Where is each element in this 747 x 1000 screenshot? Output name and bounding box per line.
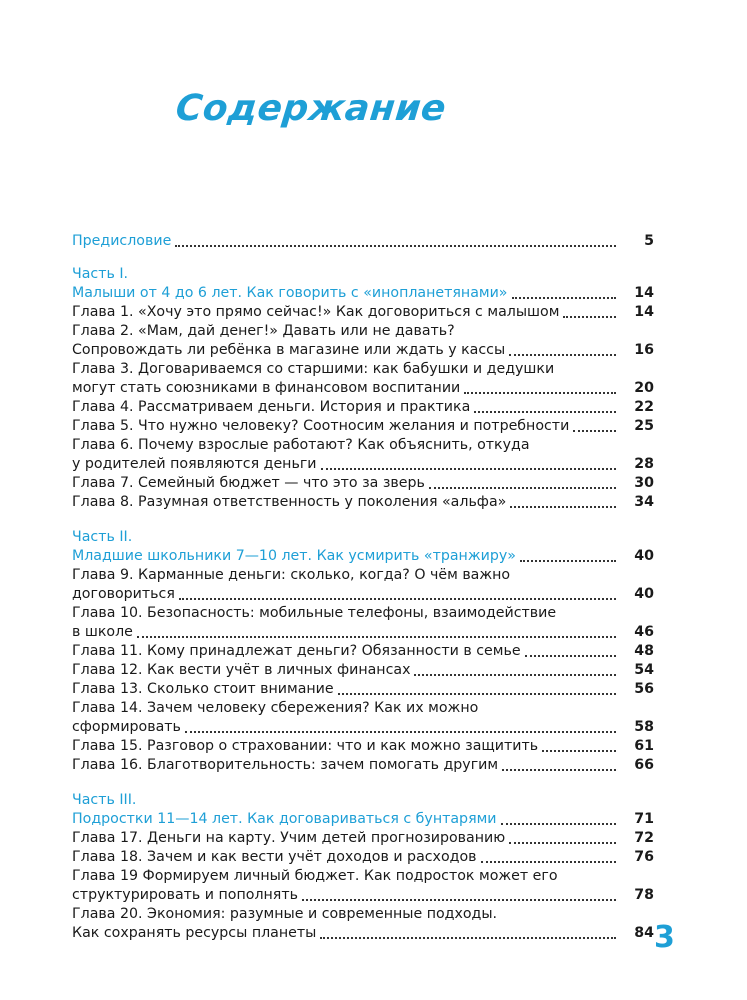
- leader-dots: [137, 636, 616, 638]
- page-title: Содержание: [173, 88, 449, 129]
- leader-dots: [502, 769, 616, 771]
- toc-chapter[interactable]: [72, 623, 654, 642]
- toc-page: 58: [634, 719, 654, 735]
- toc-chapter[interactable]: [72, 718, 654, 737]
- toc-page: 22: [634, 399, 654, 415]
- toc-chapter[interactable]: [72, 417, 654, 436]
- part-heading[interactable]: [72, 810, 654, 829]
- toc-entry-text: Малыши от 4 до 6 лет. Как говорить с «инопланетянами»: [72, 285, 508, 301]
- leader-dots: [464, 392, 616, 394]
- toc-chapter[interactable]: [72, 341, 654, 360]
- toc-chapter[interactable]: [72, 661, 654, 680]
- toc-chapter[interactable]: [72, 398, 654, 417]
- toc-entry-text: договориться: [72, 586, 175, 602]
- toc-chapter-line[interactable]: Глава 2. «Мам, дай денег!» Давать или не давать?: [72, 323, 455, 339]
- toc-entry-text: Как сохранять ресурсы планеты: [72, 925, 317, 941]
- leader-dots: [501, 823, 616, 825]
- leader-dots: [542, 750, 616, 752]
- toc-chapter[interactable]: [72, 493, 654, 512]
- toc-chapter-line[interactable]: Глава 14. Зачем человеку сбережения? Как их можно: [72, 700, 479, 716]
- part-label: Часть III.: [72, 792, 137, 808]
- toc-entry-text: могут стать союзниками в финансовом воспитании: [72, 380, 461, 396]
- leader-dots: [321, 468, 617, 470]
- toc-chapter[interactable]: [72, 303, 654, 322]
- toc-entry-text: Глава 13. Сколько стоит внимание: [72, 681, 334, 697]
- toc-entry-text: Глава 16. Благотворительность: зачем помогать другим: [72, 757, 499, 773]
- toc-page: 48: [634, 643, 654, 659]
- toc-page: 54: [634, 662, 654, 678]
- toc-entry-text: Глава 15. Разговор о страховании: что и как можно защитить: [72, 738, 539, 754]
- toc-chapter[interactable]: [72, 474, 654, 493]
- toc-chapter[interactable]: [72, 829, 654, 848]
- toc-page: 28: [634, 456, 654, 472]
- leader-dots: [481, 861, 617, 863]
- toc-chapter[interactable]: [72, 379, 654, 398]
- leader-dots: [512, 297, 617, 299]
- toc-page: 40: [634, 586, 654, 602]
- leader-dots: [525, 655, 616, 657]
- toc-entry-text: Глава 12. Как вести учёт в личных финансах: [72, 662, 411, 678]
- leader-dots: [338, 693, 616, 695]
- toc-page: 66: [634, 757, 654, 773]
- part-heading[interactable]: [72, 547, 654, 566]
- toc-entry-text: Глава 5. Что нужно человеку? Соотносим желания и потребности: [72, 418, 570, 434]
- leader-dots: [175, 245, 616, 247]
- leader-dots: [474, 411, 616, 413]
- toc-entry-text: Предисловие: [72, 233, 172, 249]
- leader-dots: [510, 506, 616, 508]
- toc-entry-text: Глава 8. Разумная ответственность у поколения «альфа»: [72, 494, 507, 510]
- toc-entry-text: Глава 17. Деньги на карту. Учим детей прогнозированию: [72, 830, 506, 846]
- page-number: 3: [654, 920, 675, 955]
- leader-dots: [179, 598, 616, 600]
- leader-dots: [563, 316, 616, 318]
- toc-chapter-line[interactable]: Глава 9. Карманные деньги: сколько, когда? О чём важно: [72, 567, 511, 583]
- leader-dots: [573, 430, 616, 432]
- toc-chapter[interactable]: [72, 737, 654, 756]
- toc-chapter-line[interactable]: Глава 20. Экономия: разумные и современные подходы.: [72, 906, 498, 922]
- toc-entry-text: Глава 18. Зачем и как вести учёт доходов и расходов: [72, 849, 477, 865]
- toc-entry-text: Глава 1. «Хочу это прямо сейчас!» Как договориться с малышом: [72, 304, 560, 320]
- toc-chapter-line[interactable]: Глава 6. Почему взрослые работают? Как объяснить, откуда: [72, 437, 530, 453]
- toc-page: 56: [634, 681, 654, 697]
- toc-chapter[interactable]: [72, 680, 654, 699]
- toc-page: 78: [634, 887, 654, 903]
- toc-page: 5: [644, 233, 654, 249]
- toc-page: 40: [634, 548, 654, 564]
- toc-chapter[interactable]: [72, 642, 654, 661]
- toc-page: 61: [634, 738, 654, 754]
- toc-entry-text: Младшие школьники 7—10 лет. Как усмирить «транжиру»: [72, 548, 516, 564]
- part-label: Часть I.: [72, 266, 129, 282]
- toc-entry-text: структурировать и пополнять: [72, 887, 298, 903]
- table-of-contents: [72, 232, 654, 943]
- toc-page: 76: [634, 849, 654, 865]
- toc-chapter[interactable]: [72, 886, 654, 905]
- leader-dots: [509, 354, 616, 356]
- toc-entry-text: Глава 7. Семейный бюджет — что это за зверь: [72, 475, 425, 491]
- toc-page: 25: [634, 418, 654, 434]
- toc-entry-text: Сопровождать ли ребёнка в магазине или ждать у кассы: [72, 342, 506, 358]
- toc-chapter[interactable]: [72, 924, 654, 943]
- toc-page: 20: [634, 380, 654, 396]
- toc-chapter-line[interactable]: Глава 19 Формируем личный бюджет. Как подросток может его: [72, 868, 558, 884]
- toc-entry-text: Подростки 11—14 лет. Как договариваться с бунтарями: [72, 811, 497, 827]
- toc-page: 71: [634, 811, 654, 827]
- toc-chapter-line[interactable]: Глава 10. Безопасность: мобильные телефоны, взаимодействие: [72, 605, 557, 621]
- toc-page: 46: [634, 624, 654, 640]
- toc-chapter[interactable]: [72, 756, 654, 775]
- toc-entry-text: Глава 4. Рассматриваем деньги. История и практика: [72, 399, 471, 415]
- toc-chapter[interactable]: [72, 848, 654, 867]
- leader-dots: [302, 899, 616, 901]
- toc-page: 30: [634, 475, 654, 491]
- toc-entry-text: сформировать: [72, 719, 181, 735]
- toc-chapter[interactable]: [72, 585, 654, 604]
- toc-page: 72: [634, 830, 654, 846]
- toc-page: 84: [634, 925, 654, 941]
- toc-page: 14: [634, 285, 654, 301]
- toc-page: 34: [634, 494, 654, 510]
- leader-dots: [414, 674, 616, 676]
- leader-dots: [520, 560, 616, 562]
- toc-page: 16: [634, 342, 654, 358]
- leader-dots: [429, 487, 616, 489]
- toc-page: 14: [634, 304, 654, 320]
- leader-dots: [509, 842, 616, 844]
- part-label: Часть II.: [72, 529, 133, 545]
- toc-entry-text: в школе: [72, 624, 133, 640]
- toc-entry-text: у родителей появляются деньги: [72, 456, 317, 472]
- toc-chapter-line[interactable]: Глава 3. Договариваемся со старшими: как бабушки и дедушки: [72, 361, 555, 377]
- toc-chapter[interactable]: [72, 455, 654, 474]
- part-heading[interactable]: [72, 284, 654, 303]
- leader-dots: [185, 731, 616, 733]
- toc-entry-text: Глава 11. Кому принадлежат деньги? Обязанности в семье: [72, 643, 521, 659]
- leader-dots: [320, 937, 616, 939]
- toc-preface[interactable]: [72, 232, 654, 251]
